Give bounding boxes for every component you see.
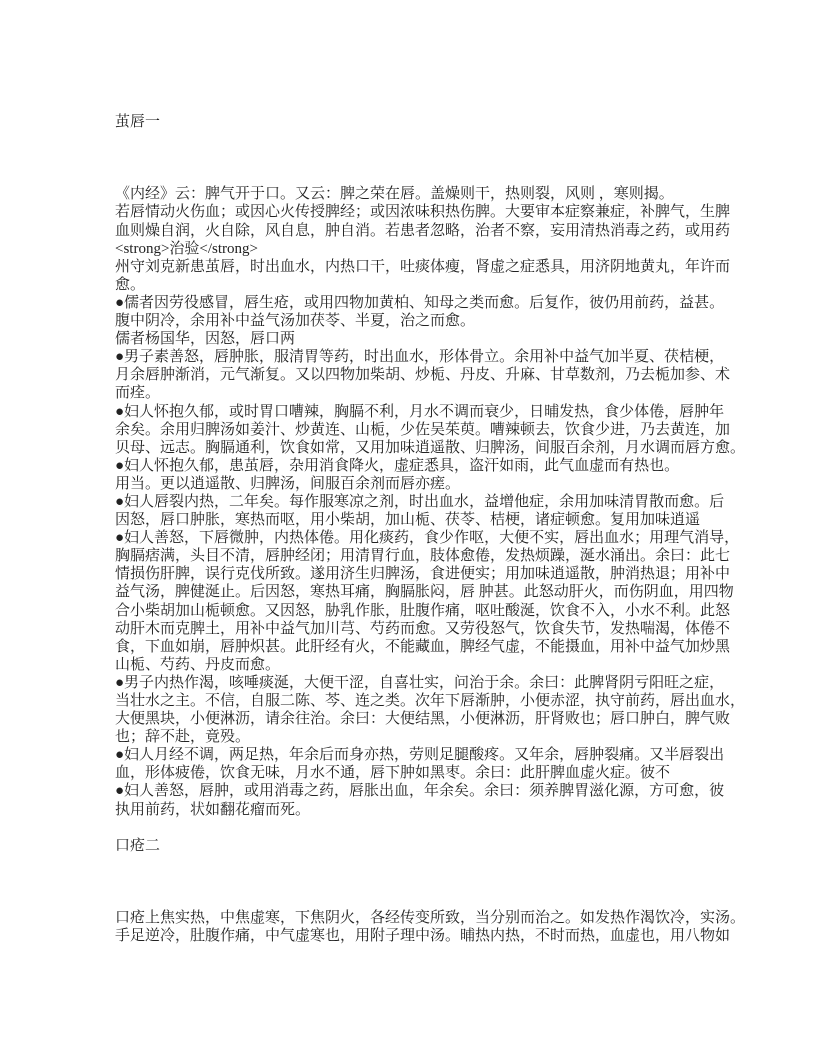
text-line: 也；辞不赴，竟殁。 xyxy=(115,729,251,746)
section-body-kouchuang xyxy=(115,909,746,945)
text-line: 用当。更以逍遥散、归脾汤，间服百余剂而唇亦瘥。 xyxy=(115,475,461,492)
text-line: 情损伤肝脾，误行克伐所致。遂用济生归脾汤，食进便实；用加味逍遥散，肿消热退；用补中 xyxy=(115,566,731,583)
text-line: ●妇人怀抱久郁，或时胃口嘈辣，胸膈不利，月水不调而衰少，日晡发热，食少体倦，唇肿年 xyxy=(115,403,725,420)
text-line: 手足逆冷，肚腹作痛，中气虚寒也，用附子理中汤。晡热内热，不时而热，血虚也，用八物如 xyxy=(115,928,731,945)
text-line: 若唇情动火伤血；或因心火传授脾经；或因浓味积热伤脾。大要审本症察兼症，补脾气，生脾 xyxy=(115,204,731,221)
text-line: 月余唇肿渐消，元气渐复。又以四物加柴胡、炒栀、丹皮、升麻、甘草数剂，乃去栀加参、术 xyxy=(115,367,731,384)
section-heading-kouchuang: 口疮二 xyxy=(115,837,161,854)
text-line: 执用前药，状如翻花瘤而死。 xyxy=(115,801,311,818)
spacer xyxy=(115,819,726,837)
text-line: 州守刘克新患茧唇，时出血水，内热口干，吐痰体瘦，肾虚之症悉具，用济阴地黄丸，年许而 xyxy=(115,258,731,275)
text-line: ●妇人善怒，下唇微肿，内热体倦。用化痰药，食少作呕，大便不实，唇出血水；用理气消导， xyxy=(115,530,740,547)
section-heading-jianchun: 茧唇一 xyxy=(115,114,161,130)
text-line: 因怒，唇口肿胀，寒热而呕，用小柴胡，加山栀、茯苓、桔梗，诸症顿愈。复用加味逍遥 xyxy=(115,512,701,529)
text-line: 《内经》云：脾气开于口。又云：脾之荣在唇。盖燥则干，热则裂，风则 ，寒则揭。 xyxy=(115,186,674,203)
section-body-jianchun xyxy=(115,185,746,818)
text-line: 当壮水之主。不信，自服二陈、芩、连之类。次年下唇渐肿，小便赤涩，执守前药，唇出血水， xyxy=(115,693,746,710)
spacer xyxy=(115,131,726,185)
text-line: 贝母、远志。胸膈通利，饮食如常，又用加味逍遥散、归脾汤，间服百余剂，月水调而唇方愈。 xyxy=(115,439,746,456)
text-line: ●儒者因劳役感冒，唇生疮，或用四物加黄柏、知母之类而愈。后复作，彼仍用前药，益甚。 xyxy=(115,294,725,311)
text-line: 愈。 xyxy=(115,276,146,293)
text-line: 口疮上焦实热，中焦虚寒，下焦阴火，各经传变所致，当分别而治之。如发热作渴饮冷，实汤。 xyxy=(115,910,746,927)
text-line: 山栀、芍药、丹皮而愈。 xyxy=(115,656,281,673)
spacer xyxy=(115,855,726,909)
text-line: 余矣。余用归脾汤如姜汁、炒黄连、山栀，少佐吴茱萸。嘈辣顿去，饮食少进，乃去黄连，加 xyxy=(115,421,731,438)
text-line: ●妇人善怒，唇肿，或用消毒之药，唇胀出血，年余矣。余曰：须养脾胃滋化源，方可愈，彼 xyxy=(115,783,725,800)
text-line: ●妇人怀抱久郁，患茧唇，杂用消食降火，虚症悉具，盗汗如雨，此气血虚而有热也。 xyxy=(115,457,680,474)
text-line: ●男子素善怒，唇肿胀，服清胃等药，时出血水，形体骨立。余用补中益气加半夏、茯桔梗， xyxy=(115,349,725,366)
text-line: <strong>治验</strong> xyxy=(115,240,259,257)
text-line: ●妇人唇裂内热，二年矣。每作服寒凉之剂，时出血水，益增他症，余用加味清胃散而愈。后 xyxy=(115,493,725,510)
text-line: 大便黑块，小便淋沥，请余往治。余曰：大便结黑，小便淋沥，肝肾败也；唇口肿白，脾气败 xyxy=(115,711,731,728)
text-line: 腹中阴冷，余用补中益气汤加茯苓、半夏，治之而愈。 xyxy=(115,313,476,330)
text-line: 而痊。 xyxy=(115,385,161,402)
text-line: 食，下血如崩，唇肿炽甚。此肝经有火，不能藏血，脾经气虚，不能摄血，用补中益气加炒黑 xyxy=(115,638,731,655)
text-line: ●男子内热作渴，咳唾痰涎，大便干涩，自喜壮实，问治于余。余曰：此脾肾阴亏阳旺之症， xyxy=(115,674,725,691)
text-line: ●妇人月经不调，两足热，年余后而身亦热，劳则足腿酸疼。又年余，唇肿裂痛。又半唇裂出 xyxy=(115,747,725,764)
text-line: 胸膈痞满，头目不清，唇肿经闭；用清胃行血，肢体愈倦，发热烦躁，涎水涌出。余曰：此七 xyxy=(115,548,731,565)
text-line: 血则燥自润，火自除，风自息，肿自消。若患者忽略，治者不察，妄用清热消毒之药，或用药 xyxy=(115,222,731,239)
text-line: 血，形体疲倦，饮食无味，月水不通，唇下肿如黑枣。余曰：此肝脾血虚火症。彼不 xyxy=(115,765,671,782)
text-line: 益气汤，脾健涎止。后因怒，寒热耳痛，胸膈胀闷，唇 肿甚。此怒动肝火，而伤阴血，用四物 xyxy=(115,584,734,601)
text-line: 动肝木而克脾土，用补中益气加川芎、芍药而愈。又劳役怒气，饮食失节，发热喘渴，体倦不 xyxy=(115,620,731,637)
text-line: 儒者杨国华，因怒，唇口两 xyxy=(115,331,296,348)
text-line: 合小柴胡加山栀顿愈。又因怒，胁乳作胀，肚腹作痛，呕吐酸涎，饮食不入，小水不利。此怒 xyxy=(115,602,731,619)
